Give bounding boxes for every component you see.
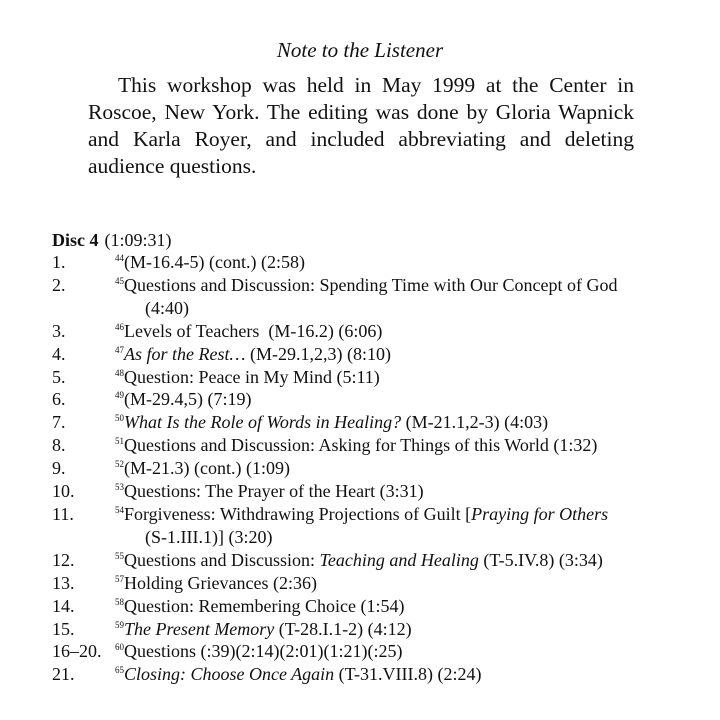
track-item	[52, 411, 712, 434]
track-reference: (T-31.VIII.8) (2:24)	[334, 664, 482, 685]
track-title-italic: Teaching and Healing	[319, 549, 479, 570]
track-item	[52, 366, 712, 389]
track-number: 1.	[52, 252, 66, 272]
track-title: Forgiveness: Withdrawing Projections of Guilt [	[124, 503, 472, 524]
track-item	[52, 457, 712, 480]
track-item	[52, 503, 712, 549]
track-number: 14.	[52, 595, 75, 616]
track-item	[52, 595, 712, 618]
footnote-marker: 48	[115, 367, 124, 378]
track-title: Question: Remembering Choice (1:54)	[124, 595, 405, 616]
footnote-marker: 49	[115, 390, 124, 401]
track-title: Questions and Discussion:	[124, 549, 320, 570]
track-title-italic: Praying for Others	[471, 503, 609, 524]
track-title: (M-16.4-5) (cont.) (2:58)	[124, 252, 305, 272]
footnote-marker: 57	[115, 573, 124, 584]
track-title: Questions (:39)(2:14)(2:01)(1:21)(:25)	[124, 641, 403, 662]
track-number: 7.	[52, 412, 66, 433]
footnote-marker: 55	[115, 550, 124, 561]
track-number: 16–20.	[52, 641, 102, 662]
track-number: 6.	[52, 389, 66, 410]
track-title: Questions: The Prayer of the Heart (3:31)	[124, 481, 424, 502]
track-item	[52, 251, 712, 274]
track-number: 12.	[52, 549, 75, 570]
track-item	[52, 343, 712, 366]
track-item	[52, 480, 712, 503]
track-title: (M-29.4,5) (7:19)	[124, 389, 252, 410]
track-item	[52, 434, 712, 457]
footnote-marker: 51	[115, 436, 124, 447]
track-number: 8.	[52, 435, 66, 456]
disc-label: Disc 4	[52, 230, 99, 250]
disc-heading	[52, 229, 172, 251]
track-item	[52, 320, 712, 343]
track-title-italic: As for the Rest…	[124, 343, 246, 364]
track-reference: (M-21.1,2-3) (4:03)	[401, 412, 549, 433]
track-continuation: (S-1.III.1)] (3:20)	[145, 526, 273, 547]
track-list	[52, 251, 712, 686]
track-number: 2.	[52, 274, 66, 295]
track-number: 5.	[52, 366, 66, 387]
footnote-marker: 54	[115, 504, 124, 515]
track-title: Questions and Discussion: Spending Time with Our Concept of God	[124, 274, 618, 295]
track-number: 3.	[52, 320, 66, 341]
track-number: 11.	[52, 503, 74, 524]
footnote-marker: 47	[115, 344, 124, 355]
track-title-italic: What Is the Role of Words in Healing?	[124, 412, 402, 433]
track-title-italic: Closing: Choose Once Again	[124, 664, 335, 685]
track-title: Levels of Teachers (M-16.2) (6:06)	[124, 320, 383, 341]
footnote-marker: 45	[115, 275, 124, 286]
track-title-italic: The Present Memory	[124, 618, 275, 639]
track-title: Questions and Discussion: Asking for Things of this World (1:32)	[124, 435, 598, 456]
footnote-marker: 50	[115, 413, 124, 424]
track-title: (M-21.3) (cont.) (1:09)	[124, 458, 290, 479]
track-continuation: (4:40)	[145, 297, 189, 318]
track-number: 10.	[52, 481, 75, 502]
track-number: 15.	[52, 618, 75, 639]
track-number: 21.	[52, 664, 75, 685]
track-item	[52, 663, 712, 686]
track-number: 13.	[52, 572, 75, 593]
track-title: Holding Grievances (2:36)	[124, 572, 317, 593]
footnote-marker: 58	[115, 596, 124, 607]
track-item	[52, 388, 712, 411]
track-title: Question: Peace in My Mind (5:11)	[124, 366, 380, 387]
footnote-marker: 59	[115, 619, 124, 630]
track-item	[52, 640, 712, 663]
footnote-marker: 44	[115, 253, 124, 263]
page-title: Note to the Listener	[276, 38, 444, 62]
track-item	[52, 549, 712, 572]
footnote-marker: 46	[115, 321, 124, 332]
track-item	[52, 618, 712, 641]
track-item	[52, 274, 712, 320]
footnote-marker: 52	[115, 459, 124, 470]
track-number: 4.	[52, 343, 66, 364]
listener-note: This workshop was held in May 1999 at the Center in Roscoe, New York. The editing was done by Gloria Wapnick and Karla Royer, and included abbreviating and deleting audience questions.	[88, 73, 634, 178]
track-reference: (T-28.I.1-2) (4:12)	[274, 618, 412, 639]
footnote-marker: 53	[115, 482, 124, 493]
footnote-marker: 60	[115, 642, 124, 653]
disc-duration: (1:09:31)	[104, 230, 172, 250]
footnote-marker: 65	[115, 665, 124, 676]
track-item	[52, 572, 712, 595]
track-reference: (T-5.IV.8) (3:34)	[478, 549, 603, 570]
track-reference: (M-29.1,2,3) (8:10)	[245, 343, 391, 364]
track-number: 9.	[52, 458, 66, 479]
